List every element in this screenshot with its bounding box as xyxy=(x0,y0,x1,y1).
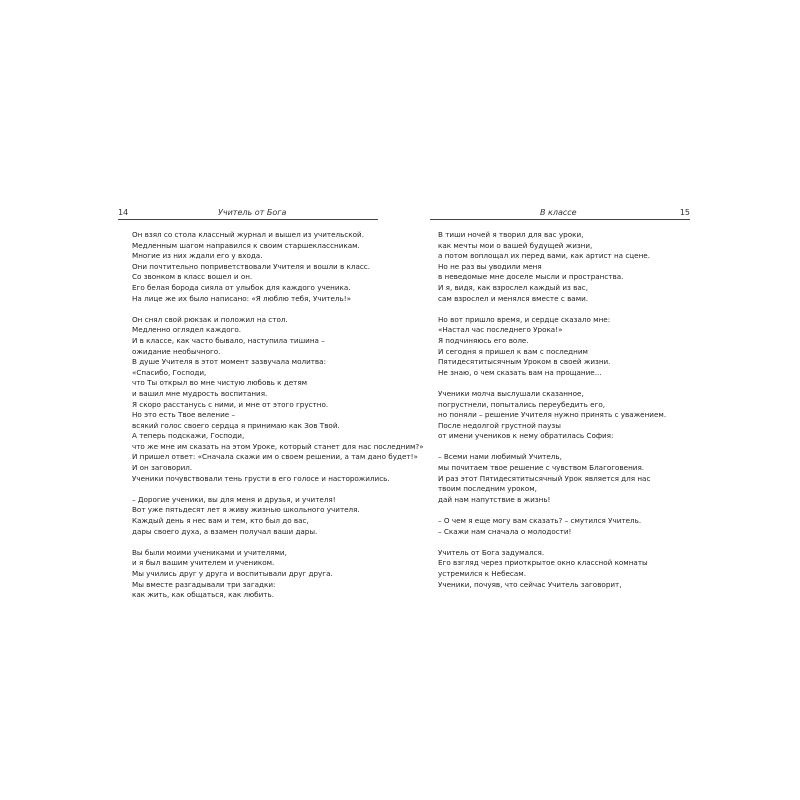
text-line: Но не раз вы уводили меня xyxy=(438,261,542,271)
text-line: – Дорогие ученики, вы для меня и друзья, и учителя! xyxy=(132,494,336,504)
text-line: твоим последним уроком, xyxy=(438,484,537,494)
page-number: 14 xyxy=(118,208,129,217)
text-line: Он снял свой рюкзак и положил на стол. xyxy=(132,314,288,324)
text-line: Каждый день я нес вам и тем, кто был до вас, xyxy=(132,516,309,526)
text-line: Его белая борода сияла от улыбок для каждого ученика. xyxy=(132,282,351,292)
text-line: В душе Учителя в этот момент зазвучала молитва: xyxy=(132,357,326,367)
paragraph-gap xyxy=(438,537,690,548)
page-number: 15 xyxy=(679,208,690,217)
paragraph-gap xyxy=(438,304,690,315)
text-line: Но вот пришло время, и сердце сказало мне: xyxy=(438,314,611,324)
paragraph xyxy=(438,516,690,537)
text-line: И пришел ответ: «Сначала скажи им о своем решении, а там дано будет!» xyxy=(132,452,418,462)
text-line: а потом воплощал их перед вами, как артист на сцене. xyxy=(438,251,651,261)
text-line: Ученики почувствовали тень грусти в его голосе и насторожились. xyxy=(132,473,390,483)
text-line: сам взрослел и менялся вместе с вами. xyxy=(438,293,589,303)
text-line: как мечты мои о вашей будущей жизни, xyxy=(438,240,593,250)
text-line: Не знаю, о чем сказать вам на прощание... xyxy=(438,367,602,377)
text-line: что же мне им сказать на этом Уроке, который станет для нас последним?» xyxy=(132,441,424,451)
text-line: дары своего духа, а взамен получал ваши дары. xyxy=(132,526,318,536)
text-line: Учитель от Бога задумался. xyxy=(438,547,545,557)
header-rule xyxy=(118,219,378,220)
text-line: дай нам напутствие в жизнь! xyxy=(438,494,551,504)
text-line: Ученики молча выслушали сказанное, xyxy=(438,388,584,398)
text-line: всякий голос своего сердца я принимаю как Зов Твой. xyxy=(132,420,340,430)
text-line: как жить, как общаться, как любить. xyxy=(132,590,274,600)
text-line: А теперь подскажи, Господи, xyxy=(132,431,245,441)
paragraph xyxy=(438,548,690,590)
text-line: – О чем я еще могу вам сказать? – смутился Учитель. xyxy=(438,516,642,526)
text-line: Мы учились друг у друга и воспитывали друг друга. xyxy=(132,569,333,578)
paragraph-gap xyxy=(132,484,378,495)
paragraph xyxy=(438,389,690,442)
text-line: Со звонком в класс вошел и он. xyxy=(132,272,253,282)
text-line: погрустнели, попытались переубедить его, xyxy=(438,399,606,409)
text-line: И раз этот Пятидесятитысячный Урок является для нас xyxy=(438,473,651,483)
text-line: Но это есть Твое веление – xyxy=(132,410,236,420)
text-line: – Всеми нами любимый Учитель, xyxy=(438,452,562,462)
text-line: мы почитаем твое решение с чувством Благоговения. xyxy=(438,463,645,473)
text-line: Я подчиняюсь его воле. xyxy=(438,335,529,345)
right-page xyxy=(430,208,690,590)
paragraph xyxy=(132,314,424,485)
text-line: но поняли – решение Учителя нужно принять с уважением. xyxy=(438,410,667,420)
paragraph xyxy=(438,230,690,304)
text-line: Многие из них ждали его у входа. xyxy=(132,251,263,261)
paragraph xyxy=(438,452,690,505)
text-line: от имени учеников к нему обратилась София: xyxy=(438,431,614,441)
text-line: Ученики, почуяв, что сейчас Учитель заговорит, xyxy=(438,579,622,589)
paragraph-gap xyxy=(132,304,378,315)
text-line: На лице же их было написано: «Я люблю тебя, Учитель!» xyxy=(132,293,351,303)
text-line: Я скоро расстанусь с ними, и мне от этого грустно. xyxy=(132,399,329,409)
text-line: Они почтительно поприветствовали Учителя и вошли в класс. xyxy=(132,261,371,271)
paragraph-gap xyxy=(132,537,378,548)
text-line: – Скажи нам сначала о молодости! xyxy=(438,526,572,536)
right-page-header xyxy=(430,208,690,220)
running-title: Учитель от Бога xyxy=(218,208,287,217)
text-line: ожидание необычного. xyxy=(132,346,221,356)
text-line: «Настал час последнего Урока!» xyxy=(438,325,563,335)
paragraph-gap xyxy=(438,505,690,516)
text-line: устремился к Небесам. xyxy=(438,569,526,578)
text-line: Медленно оглядел каждого. xyxy=(132,325,242,335)
text-line: В тиши ночей я творил для вас уроки, xyxy=(438,230,584,239)
paragraph xyxy=(132,548,378,601)
left-page-header xyxy=(118,208,378,220)
text-line: Вы были моими учениками и учителями, xyxy=(132,547,287,557)
text-line: и вашил мне мудрость воспитания. xyxy=(132,388,268,398)
paragraph xyxy=(438,315,690,379)
text-line: Его взгляд через приоткрытое окно классной комнаты xyxy=(438,558,648,568)
text-line: и я был вашим учителем и учеником. xyxy=(132,558,275,568)
paragraph-gap xyxy=(438,378,690,389)
text-line: «Спасибо, Господи, xyxy=(132,367,207,377)
header-rule xyxy=(430,219,690,220)
left-page xyxy=(118,208,424,601)
text-line: И в классе, как часто бывало, наступила тишина – xyxy=(132,335,325,345)
text-line: И я, видя, как взрослел каждый из вас, xyxy=(438,282,589,292)
left-page-body xyxy=(118,230,424,601)
text-line: что Ты открыл во мне чистую любовь к детям xyxy=(132,378,308,388)
text-line: Он взял со стола классный журнал и вышел из учительской. xyxy=(132,230,364,239)
text-line: Медленным шагом направился к своим старшеклассникам. xyxy=(132,240,360,250)
paragraph xyxy=(132,230,378,304)
right-page-body xyxy=(430,230,690,590)
text-line: Пятидесятитысячным Уроком в своей жизни. xyxy=(438,357,611,367)
running-title: В классе xyxy=(540,208,577,217)
text-line: Вот уже пятьдесят лет я живу жизнью школьного учителя. xyxy=(132,505,360,515)
text-line: Мы вместе разгадывали три загадки: xyxy=(132,579,276,589)
text-line: И сегодня я пришел к вам с последним xyxy=(438,346,588,356)
paragraph xyxy=(132,495,378,537)
text-line: И он заговорил. xyxy=(132,463,193,473)
paragraph-gap xyxy=(438,442,690,453)
text-line: После недолгой грустной паузы xyxy=(438,420,561,430)
text-line: в неведомые мне доселе мысли и пространства. xyxy=(438,272,624,282)
